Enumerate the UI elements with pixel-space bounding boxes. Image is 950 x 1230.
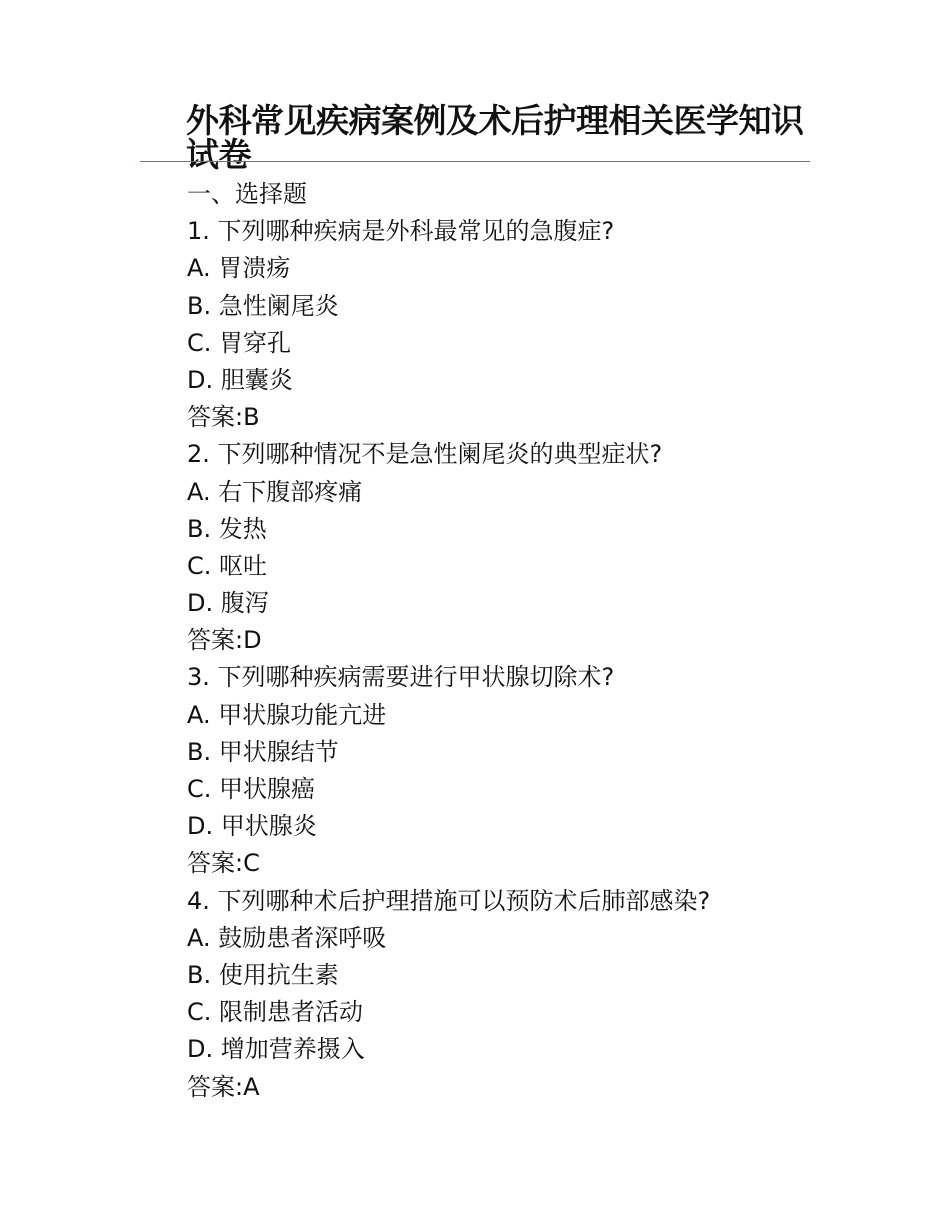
- document-title: 外科常见疾病案例及术后护理相关医学知识试卷: [186, 101, 804, 174]
- question-1: [187, 213, 827, 436]
- option-d: D. 胆囊炎: [187, 365, 293, 394]
- option-b: B. 甲状腺结节: [187, 737, 339, 766]
- question-stem: 2. 下列哪种情况不是急性阑尾炎的典型症状?: [187, 440, 663, 469]
- option-a: A. 胃溃疡: [187, 254, 291, 283]
- answer-line: 答案:B: [187, 403, 260, 432]
- question-3: [187, 659, 827, 882]
- question-stem: 1. 下列哪种疾病是外科最常见的急腹症?: [187, 217, 615, 246]
- question-4: [187, 883, 827, 1106]
- section-heading: 一、选择题: [187, 180, 307, 208]
- option-d: D. 增加营养摄入: [187, 1035, 365, 1064]
- option-c: C. 呕吐: [187, 551, 268, 580]
- title-underline: [140, 161, 810, 162]
- answer-line: 答案:D: [187, 626, 262, 655]
- question-stem: 3. 下列哪种疾病需要进行甲状腺切除术?: [187, 663, 615, 692]
- option-a: A. 鼓励患者深呼吸: [187, 923, 387, 952]
- option-a: A. 右下腹部疼痛: [187, 477, 363, 506]
- option-a: A. 甲状腺功能亢进: [187, 700, 387, 729]
- option-d: D. 腹泻: [187, 589, 269, 618]
- question-2: [187, 436, 827, 659]
- answer-line: 答案:A: [187, 1072, 260, 1101]
- option-c: C. 胃穿孔: [187, 328, 292, 357]
- answer-line: 答案:C: [187, 849, 260, 878]
- option-b: B. 使用抗生素: [187, 960, 339, 989]
- option-c: C. 限制患者活动: [187, 998, 364, 1027]
- document-body: [187, 176, 827, 1106]
- option-b: B. 急性阑尾炎: [187, 291, 339, 320]
- option-d: D. 甲状腺炎: [187, 812, 317, 841]
- option-b: B. 发热: [187, 514, 267, 543]
- option-c: C. 甲状腺癌: [187, 775, 316, 803]
- question-stem: 4. 下列哪种术后护理措施可以预防术后肺部感染?: [187, 886, 711, 915]
